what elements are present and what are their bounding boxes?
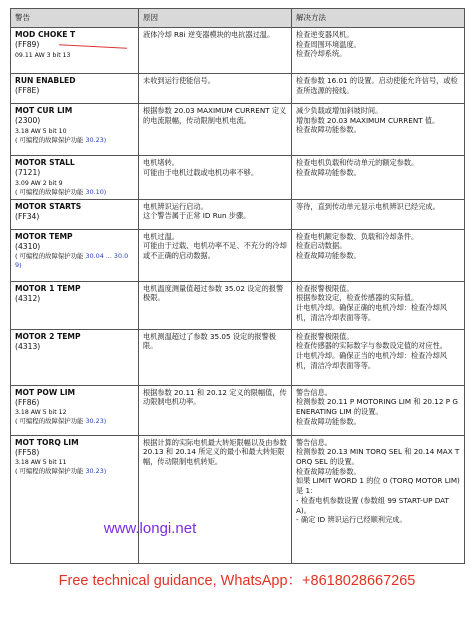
alarm-name: MOT CUR LIM bbox=[15, 106, 73, 115]
alarm-cause-cell bbox=[139, 329, 292, 385]
solution-line: 检查传感器的实际数字与参数设定值的对应性。 bbox=[296, 341, 447, 351]
alarm-solution-cell bbox=[292, 74, 465, 104]
alarm-solution-cell bbox=[292, 156, 465, 200]
cause-line: 根据参数 20.11 和 20.12 定义的限幅值，传动限制电机功率。 bbox=[143, 387, 287, 407]
alarm-name: MOTOR TEMP bbox=[15, 231, 73, 241]
fault-protection-note bbox=[15, 252, 134, 269]
solution-line: 检查启动数据。 bbox=[296, 241, 347, 251]
cause-line: 这个警告属于正常 ID Run 步骤。 bbox=[143, 211, 251, 221]
alarm-code-cell bbox=[11, 74, 139, 104]
solution-line: 检查故障功能参数。 bbox=[296, 250, 361, 260]
alarm-cause-cell bbox=[139, 104, 292, 156]
solution-line: 如果 LIMIT WORD 1 的位 0 (TORQ MOTOR LIM) 是 1： bbox=[296, 476, 460, 496]
solution-line: - 检查电机参数设置 (参数组 99 START-UP DATA)。 bbox=[296, 495, 449, 515]
solution-line: 检查冷却系统。 bbox=[296, 49, 347, 59]
alarm-code-cell bbox=[11, 229, 139, 281]
alarm-name: MOT TORQ LIM bbox=[15, 437, 79, 447]
cause-line: 电机辨识运行启动。 bbox=[143, 201, 208, 211]
solution-line: 检查故障功能参数。 bbox=[296, 466, 361, 476]
alarm-code-cell bbox=[11, 281, 139, 329]
header-cause: 原因 bbox=[139, 9, 292, 28]
alarm-bits: 3.18 AW 5 bit 12 bbox=[15, 409, 67, 416]
solution-line: 根据参数设定，检查传感器的实际值。 bbox=[296, 293, 419, 303]
alarm-solution-cell bbox=[292, 281, 465, 329]
fault-protection-param-link[interactable]: 30.23) bbox=[85, 417, 107, 426]
alarm-id: (FF89) bbox=[15, 40, 40, 50]
solution-line: 检查电机额定参数、负载和冷却条件。 bbox=[296, 231, 419, 241]
cause-line: 可能由于过载、电机功率不足、不充分的冷却或不正确的启动数据。 bbox=[143, 241, 287, 260]
alarm-name: RUN ENABLED bbox=[15, 76, 76, 85]
fault-protection-label: ( 可编程的故障保护功能 bbox=[15, 467, 86, 476]
table-row bbox=[11, 199, 465, 229]
alarm-cause-cell bbox=[139, 199, 292, 229]
solution-line: 减少负载或增加斜坡时间。 bbox=[296, 106, 383, 115]
solution-line: - 确定 ID 辨识运行已经顺利完成。 bbox=[296, 515, 407, 525]
fault-protection-note bbox=[15, 136, 134, 145]
alarm-solution-cell bbox=[292, 229, 465, 281]
cause-line: 根据计算的实际电机最大转矩限幅以及由参数 20.13 和 20.14 所定义的最小和最大转矩限幅，传动限制电机转矩。 bbox=[143, 437, 287, 466]
cause-line: 可能由于电机过载或电机功率不够。 bbox=[143, 167, 259, 177]
alarm-id: (2300) bbox=[15, 116, 41, 126]
table-row bbox=[11, 435, 465, 563]
alarm-solution-cell bbox=[292, 329, 465, 385]
alarm-name: MOTOR 2 TEMP bbox=[15, 331, 81, 341]
alarm-solution-cell bbox=[292, 199, 465, 229]
fault-protection-label: ( 可编程的故障保护功能 bbox=[15, 252, 86, 260]
solution-line: 警告信息。 bbox=[296, 387, 332, 397]
alarm-id: (4312) bbox=[15, 293, 41, 303]
alarm-name: MOTOR STALL bbox=[15, 158, 75, 167]
alarm-code-cell bbox=[11, 435, 139, 563]
table-row bbox=[11, 281, 465, 329]
alarm-code-cell bbox=[11, 104, 139, 156]
fault-protection-param-link[interactable]: 30.10) bbox=[85, 187, 107, 196]
cause-line: 电机温度测量值超过参数 35.02 设定的报警极限。 bbox=[143, 283, 284, 303]
cause-line: 电机过温。 bbox=[143, 231, 179, 241]
table-row bbox=[11, 385, 465, 435]
alarm-cause-cell bbox=[139, 435, 292, 563]
solution-line: 检测参数 20.13 MIN TORQ SEL 和 20.14 MAX TORQ SEL 的设置。 bbox=[296, 447, 460, 466]
fault-protection-note bbox=[15, 188, 134, 197]
fault-protection-label: ( 可编程的故障保护功能 bbox=[15, 187, 86, 196]
solution-line: 计电机冷却。确保正确的电机冷却：检查冷却风机，清洁冷却表面等等。 bbox=[296, 302, 447, 322]
fault-protection-param-link[interactable]: 30.04 ... 30.09) bbox=[15, 252, 129, 269]
alarm-code-cell bbox=[11, 199, 139, 229]
cause-line: 未收到运行使能信号。 bbox=[143, 76, 215, 85]
alarm-bits: 3.09 AW 2 bit 9 bbox=[15, 179, 63, 187]
alarm-code-cell bbox=[11, 156, 139, 200]
alarm-id: (FF58) bbox=[15, 447, 40, 457]
watermark-url: www.longi.net bbox=[103, 520, 197, 537]
alarm-name: MOD CHOKE T bbox=[15, 30, 76, 39]
solution-line: 检查故障功能参数。 bbox=[296, 167, 361, 177]
alarm-id: (4310) bbox=[15, 241, 41, 251]
alarm-id: (7121) bbox=[15, 168, 41, 178]
alarm-cause-cell bbox=[139, 74, 292, 104]
cause-line: 根据参数 20.03 MAXIMUM CURRENT 定义的电流限幅，传动限制电机电流。 bbox=[143, 106, 287, 125]
fault-protection-param-link[interactable]: 30.23) bbox=[85, 135, 107, 144]
table-row bbox=[11, 28, 465, 74]
header-solution: 解决方法 bbox=[292, 9, 465, 28]
fault-protection-label: ( 可编程的故障保护功能 bbox=[15, 417, 86, 426]
table-header-row bbox=[11, 9, 465, 28]
alarm-solution-cell bbox=[292, 104, 465, 156]
table-row bbox=[11, 329, 465, 385]
alarm-name: MOT POW LIM bbox=[15, 387, 76, 397]
fault-protection-label: ( 可编程的故障保护功能 bbox=[15, 135, 86, 144]
table-row bbox=[11, 74, 465, 104]
fault-protection-param-link[interactable]: 30.23) bbox=[85, 467, 107, 476]
alarm-id: (FF86) bbox=[15, 397, 40, 407]
alarm-bits: 09.11 AW 3 bit 13 bbox=[15, 51, 71, 59]
alarm-solution-cell bbox=[292, 385, 465, 435]
table-row bbox=[11, 156, 465, 200]
alarm-cause-cell bbox=[139, 385, 292, 435]
solution-line: 检查周围环境温度。 bbox=[296, 39, 361, 49]
fault-protection-note bbox=[15, 417, 134, 426]
alarm-name: MOTOR 1 TEMP bbox=[15, 283, 81, 293]
cause-line: 液体冷却 R8i 逆变器模块的电抗器过温。 bbox=[143, 30, 275, 39]
cause-line: 电机测温超过了参数 35.05 设定的报警极限。 bbox=[143, 331, 276, 351]
solution-line: 检测参数 20.11 P MOTORING LIM 和 20.12 P GENERATING LIM 的设置。 bbox=[296, 397, 458, 416]
footer-contact-note: Free technical guidance, WhatsApp：+8618028667265 bbox=[58, 573, 416, 589]
solution-line: 检查电机负载和传动单元的额定参数。 bbox=[296, 158, 419, 167]
solution-line: 计电机冷却。确保正当的电机冷却：检查冷却风机，清洁冷却表面等等。 bbox=[296, 350, 447, 370]
solution-line: 检查报警极限值。 bbox=[296, 283, 354, 293]
alarm-code-cell bbox=[11, 28, 139, 74]
table-row bbox=[11, 104, 465, 156]
table-row bbox=[11, 229, 465, 281]
alarm-bits: 3.18 AW 5 bit 10 bbox=[15, 127, 67, 135]
fault-protection-note bbox=[15, 467, 134, 476]
alarm-code-cell bbox=[11, 329, 139, 385]
alarm-solution-cell bbox=[292, 28, 465, 74]
solution-line: 等待，直到传动单元显示电机辨识已经完成。 bbox=[296, 201, 440, 211]
alarm-table bbox=[10, 8, 465, 564]
solution-line: 警告信息。 bbox=[296, 437, 332, 447]
solution-line: 检查报警极限值。 bbox=[296, 331, 354, 341]
alarm-cause-cell bbox=[139, 229, 292, 281]
alarm-id: (FF8E) bbox=[15, 86, 40, 96]
solution-line: 增加参数 20.03 MAXIMUM CURRENT 值。 bbox=[296, 115, 440, 125]
solution-line: 检查故障功能参数。 bbox=[296, 416, 361, 426]
solution-line: 检查逆变器风机。 bbox=[296, 30, 354, 39]
cause-line: 电机堵转。 bbox=[143, 158, 179, 167]
alarm-solution-cell bbox=[292, 435, 465, 563]
alarm-cause-cell bbox=[139, 28, 292, 74]
alarm-cause-cell bbox=[139, 281, 292, 329]
header-warning: 警告 bbox=[11, 9, 139, 28]
alarm-id: (4313) bbox=[15, 341, 41, 351]
solution-line: 检查参数 16.01 的设置。启动使能允许信号，或检查所选源的接线。 bbox=[296, 76, 458, 95]
alarm-name: MOTOR STARTS bbox=[15, 201, 82, 211]
alarm-cause-cell bbox=[139, 156, 292, 200]
alarm-code-cell bbox=[11, 385, 139, 435]
alarm-bits: 3.18 AW 5 bit 11 bbox=[15, 459, 67, 466]
alarm-id: (FF34) bbox=[15, 211, 40, 221]
solution-line: 检查故障功能参数。 bbox=[296, 125, 361, 135]
